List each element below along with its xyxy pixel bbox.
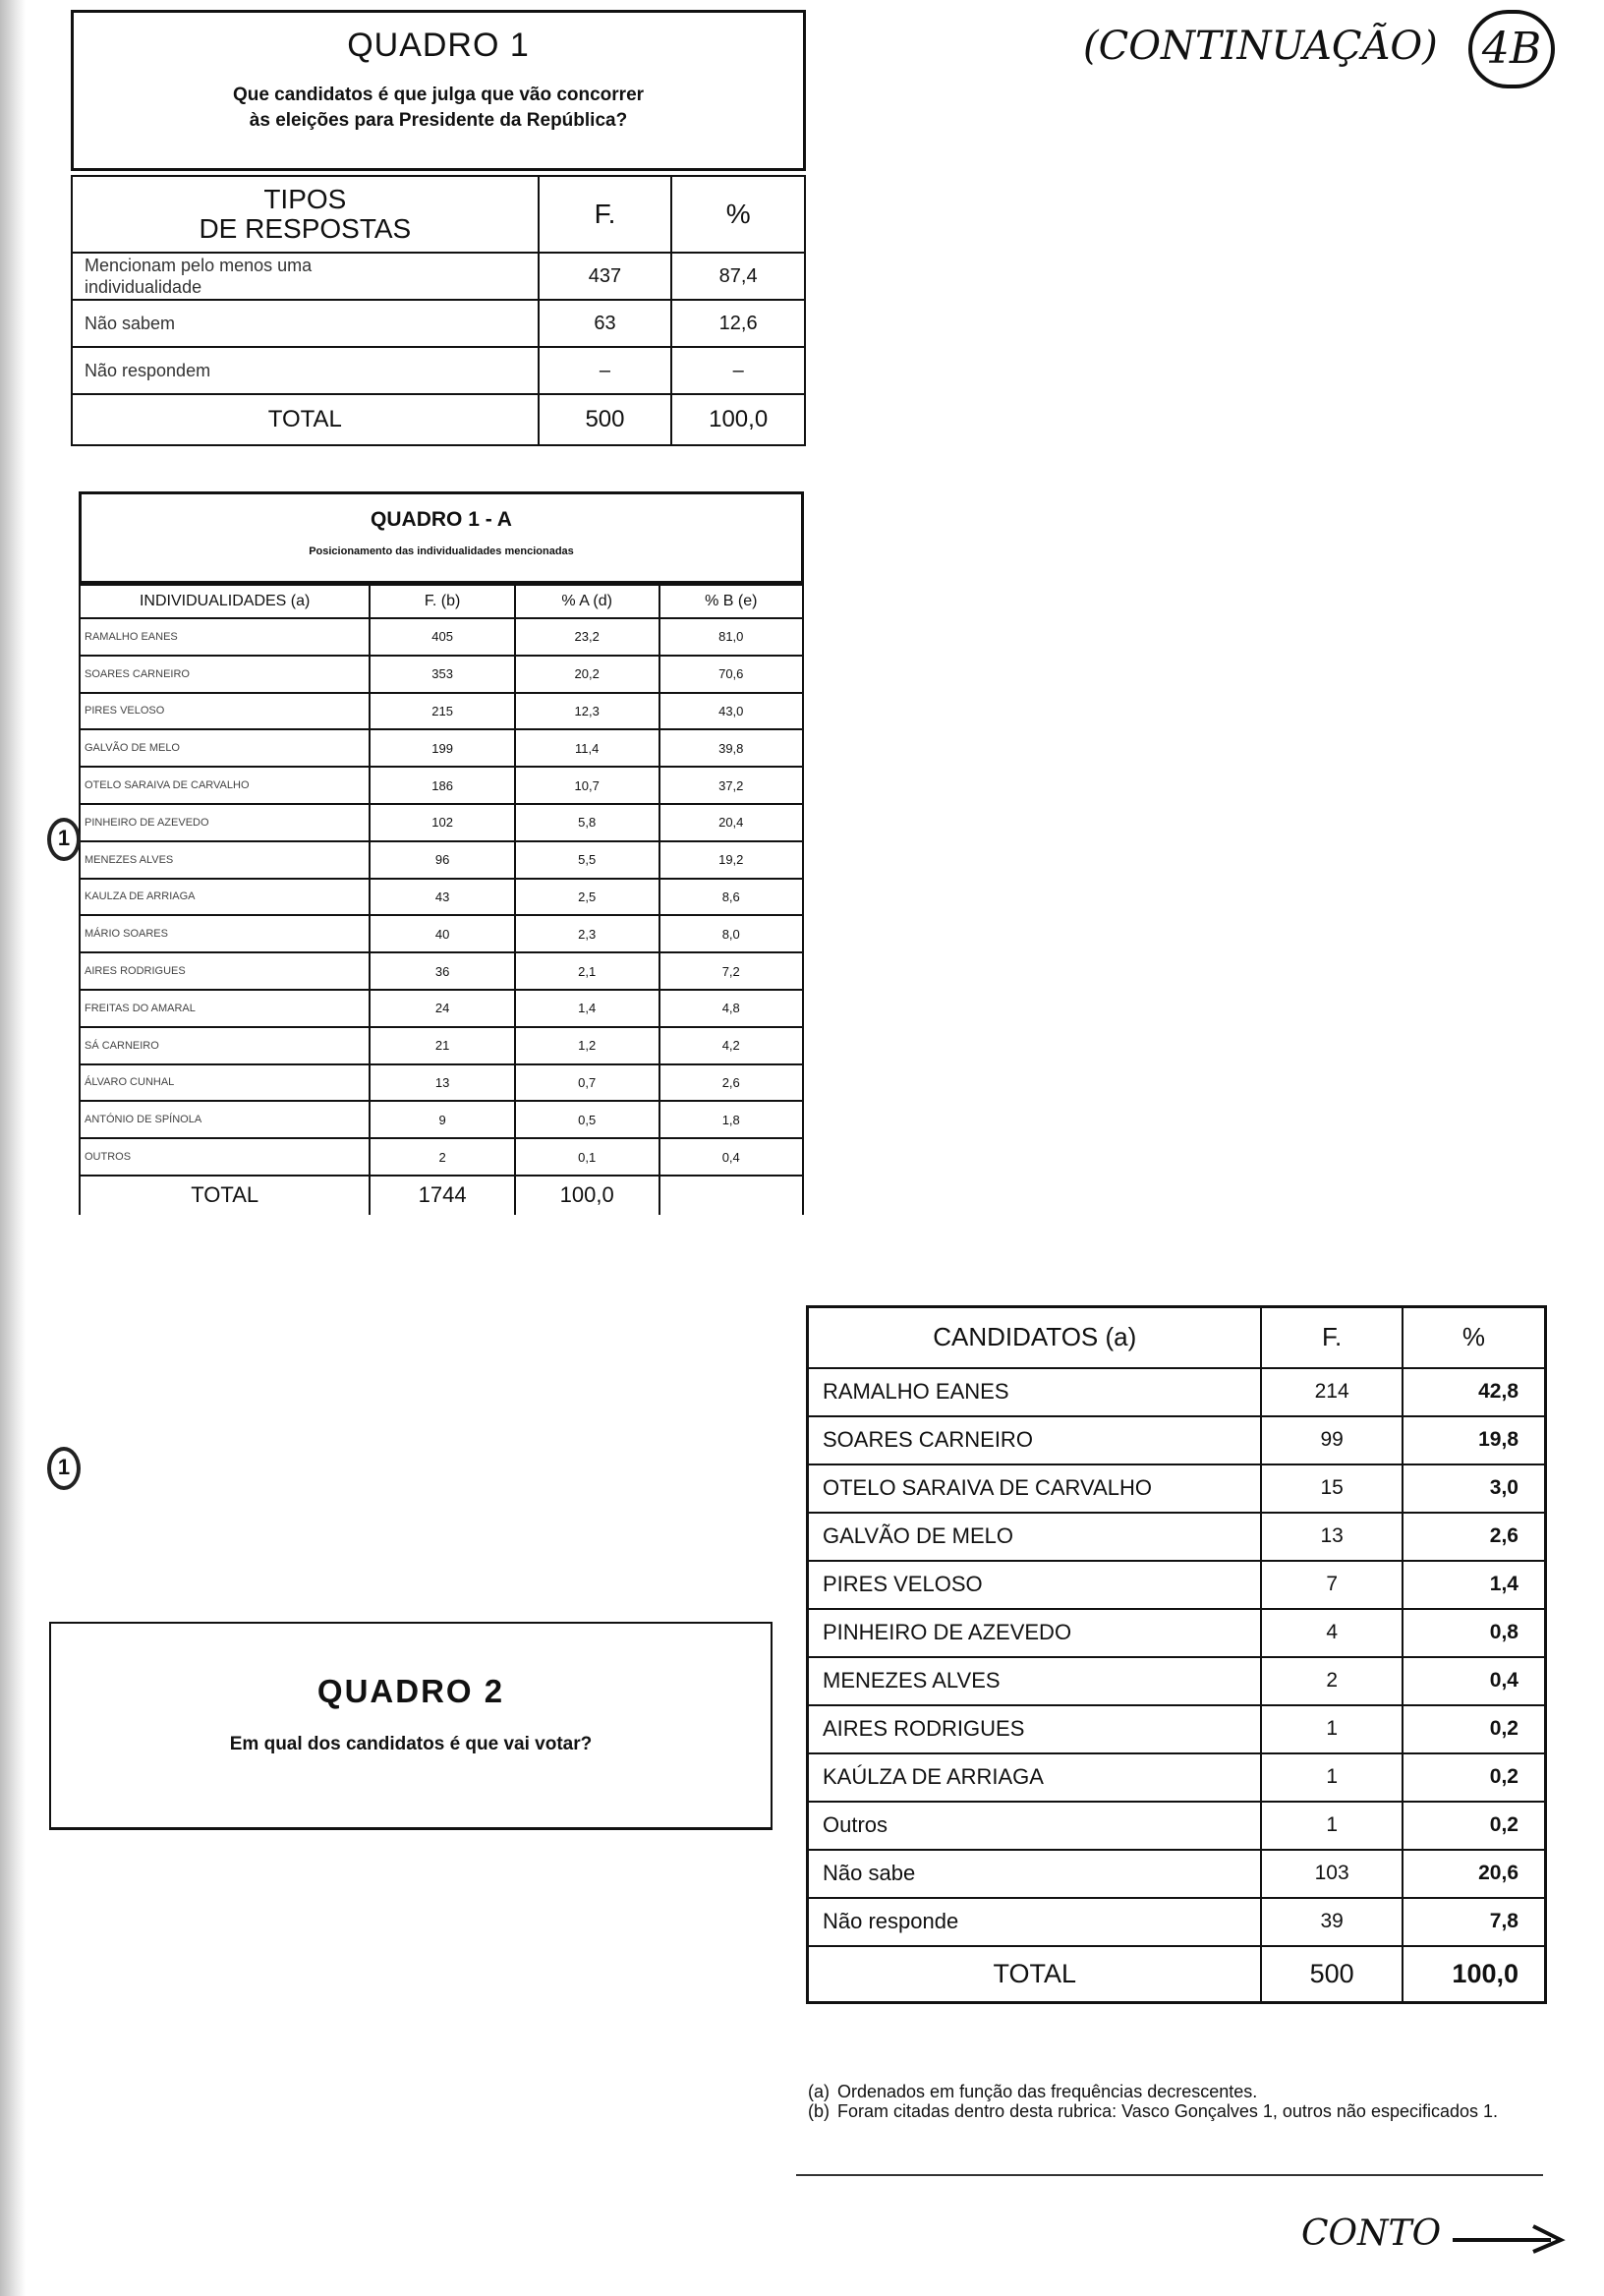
- table-row: [808, 1561, 1546, 1609]
- row-pct: 12,6: [671, 300, 805, 347]
- row-pct-b: 81,0: [659, 618, 804, 656]
- candidate-name: KAÚLZA DE ARRIAGA: [808, 1753, 1262, 1802]
- quadro2-question: Em qual dos candidatos é que vai votar?: [229, 1734, 593, 1754]
- table-row: [80, 618, 803, 656]
- row-freq: 353: [370, 656, 515, 693]
- row-pct: 0,2: [1403, 1753, 1546, 1802]
- row-pct-a: 10,7: [515, 767, 659, 804]
- individualidade-name: ÁLVARO CUNHAL: [80, 1064, 370, 1102]
- row-freq: 13: [1261, 1513, 1402, 1561]
- total-freq: 1744: [370, 1176, 515, 1215]
- total-row: [80, 1176, 803, 1215]
- candidatos-col-name: CANDIDATOS (a): [808, 1307, 1262, 1368]
- individualidade-name: RAMALHO EANES: [80, 618, 370, 656]
- row-freq: 102: [370, 804, 515, 841]
- individualidade-name: OUTROS: [80, 1138, 370, 1176]
- arrow-right-icon: [1453, 2216, 1571, 2256]
- quadro2-header: [49, 1622, 773, 1830]
- candidatos-table: [806, 1305, 1547, 2004]
- row-pct-a: 12,3: [515, 693, 659, 730]
- table-row: [808, 1609, 1546, 1657]
- total-freq: 500: [1261, 1946, 1402, 2003]
- row-freq: 9: [370, 1101, 515, 1138]
- row-freq: 21: [370, 1027, 515, 1064]
- row-freq: 214: [1261, 1368, 1402, 1416]
- total-pct-a: 100,0: [515, 1176, 659, 1215]
- table-row: [80, 1101, 803, 1138]
- row-pct: 7,8: [1403, 1898, 1546, 1946]
- quadro1a-title: QUADRO 1 - A: [371, 508, 512, 531]
- table-row: [80, 915, 803, 952]
- row-freq: 40: [370, 915, 515, 952]
- table-row: [808, 1513, 1546, 1561]
- footnote-a-text: Ordenados em função das frequências decrescentes.: [837, 2082, 1258, 2101]
- row-pct: 19,8: [1403, 1416, 1546, 1464]
- row-pct-a: 23,2: [515, 618, 659, 656]
- quadro1-col-pct: %: [671, 176, 805, 253]
- quadro1a-col-name: INDIVIDUALIDADES (a): [80, 585, 370, 618]
- table-row: [80, 729, 803, 767]
- individualidade-name: SOARES CARNEIRO: [80, 656, 370, 693]
- row-pct-b: 2,6: [659, 1064, 804, 1102]
- table-row: [80, 767, 803, 804]
- row-freq: –: [539, 347, 672, 394]
- candidate-name: SOARES CARNEIRO: [808, 1416, 1262, 1464]
- row-pct-b: 37,2: [659, 767, 804, 804]
- quadro1a-col-pa: % A (d): [515, 585, 659, 618]
- total-row: [808, 1946, 1546, 2003]
- total-freq: 500: [539, 394, 672, 445]
- individualidade-name: MÁRIO SOARES: [80, 915, 370, 952]
- row-freq: 96: [370, 841, 515, 879]
- table-row: [808, 1368, 1546, 1416]
- total-pct: 100,0: [1403, 1946, 1546, 2003]
- table-row: [80, 1027, 803, 1064]
- row-freq: 2: [1261, 1657, 1402, 1705]
- table-row: [808, 1850, 1546, 1898]
- row-pct-a: 1,4: [515, 990, 659, 1027]
- quadro1a-col-pb: % B (e): [659, 585, 804, 618]
- candidatos-header-row: [808, 1307, 1546, 1368]
- row-freq: 437: [539, 253, 672, 300]
- quadro1-header: [71, 10, 806, 171]
- total-pct: 100,0: [671, 394, 805, 445]
- row-pct-b: 19,2: [659, 841, 804, 879]
- quadro1-question-line1: Que candidatos é que julga que vão concorrer: [232, 85, 645, 105]
- row-label-l2: individualidade: [85, 277, 202, 297]
- row-pct: 0,8: [1403, 1609, 1546, 1657]
- row-freq: 15: [1261, 1464, 1402, 1513]
- individualidade-name: AIRES RODRIGUES: [80, 952, 370, 990]
- row-pct-b: 70,6: [659, 656, 804, 693]
- row-pct-b: 43,0: [659, 693, 804, 730]
- individualidade-name: ANTÓNIO DE SPÍNOLA: [80, 1101, 370, 1138]
- row-pct-b: 39,8: [659, 729, 804, 767]
- row-freq: 1: [1261, 1753, 1402, 1802]
- row-pct: 0,2: [1403, 1802, 1546, 1850]
- total-label: TOTAL: [80, 1176, 370, 1215]
- footnote-a-mark: (a): [808, 2082, 830, 2101]
- total-label: TOTAL: [72, 394, 539, 445]
- row-freq: 405: [370, 618, 515, 656]
- quadro1a-header: [79, 491, 804, 584]
- individualidade-name: KAULZA DE ARRIAGA: [80, 879, 370, 916]
- table-row: [80, 804, 803, 841]
- total-label: TOTAL: [808, 1946, 1262, 2003]
- row-pct-a: 5,5: [515, 841, 659, 879]
- quadro1-col-tipos-l2: DE RESPOSTAS: [199, 213, 412, 244]
- row-freq: 199: [370, 729, 515, 767]
- row-freq: 24: [370, 990, 515, 1027]
- margin-mark-circle: 1: [47, 1447, 81, 1490]
- row-pct: 0,4: [1403, 1657, 1546, 1705]
- row-freq: 1: [1261, 1705, 1402, 1753]
- quadro1-question-line2: às eleições para Presidente da República?: [249, 110, 628, 131]
- row-pct-b: 1,8: [659, 1101, 804, 1138]
- row-freq: 2: [370, 1138, 515, 1176]
- row-pct-a: 2,1: [515, 952, 659, 990]
- row-pct-a: 0,7: [515, 1064, 659, 1102]
- row-freq: 7: [1261, 1561, 1402, 1609]
- row-freq: 1: [1261, 1802, 1402, 1850]
- conto-note: [1301, 2213, 1571, 2256]
- conto-text: CONTO: [1301, 2213, 1442, 2254]
- quadro1a-col-f: F. (b): [370, 585, 515, 618]
- row-pct-a: 11,4: [515, 729, 659, 767]
- candidate-name: Outros: [808, 1802, 1262, 1850]
- row-freq: 13: [370, 1064, 515, 1102]
- row-pct: 0,2: [1403, 1705, 1546, 1753]
- row-pct-a: 2,5: [515, 879, 659, 916]
- row-pct: 3,0: [1403, 1464, 1546, 1513]
- row-pct-b: 0,4: [659, 1138, 804, 1176]
- total-pct-b: [659, 1176, 804, 1215]
- table-row: [808, 1416, 1546, 1464]
- table-row: [72, 300, 805, 347]
- table-row: [808, 1705, 1546, 1753]
- footnote-b-mark: (b): [808, 2101, 830, 2121]
- individualidade-name: OTELO SARAIVA DE CARVALHO: [80, 767, 370, 804]
- row-pct-a: 0,5: [515, 1101, 659, 1138]
- quadro1a-table: [79, 584, 804, 1215]
- individualidade-name: FREITAS DO AMARAL: [80, 990, 370, 1027]
- row-label: Não respondem: [72, 347, 539, 394]
- quadro1-header-row: [72, 176, 805, 253]
- footnote-b: [808, 2101, 1555, 2121]
- quadro1-col-freq: F.: [539, 176, 672, 253]
- row-pct-b: 4,8: [659, 990, 804, 1027]
- candidatos-col-f: F.: [1261, 1307, 1402, 1368]
- individualidade-name: SÁ CARNEIRO: [80, 1027, 370, 1064]
- row-freq: 99: [1261, 1416, 1402, 1464]
- candidate-name: AIRES RODRIGUES: [808, 1705, 1262, 1753]
- row-pct-a: 1,2: [515, 1027, 659, 1064]
- footnote-b-text: Foram citadas dentro desta rubrica: Vasco Gonçalves 1, outros não especificados 1.: [837, 2101, 1499, 2121]
- footnote-a: [808, 2082, 1555, 2101]
- quadro1a-header-row: [80, 585, 803, 618]
- candidate-name: RAMALHO EANES: [808, 1368, 1262, 1416]
- candidate-name: PIRES VELOSO: [808, 1561, 1262, 1609]
- row-pct-a: 5,8: [515, 804, 659, 841]
- table-row: [80, 1138, 803, 1176]
- footnotes: [808, 2082, 1555, 2121]
- row-pct-b: 8,6: [659, 879, 804, 916]
- table-row: [72, 347, 805, 394]
- row-pct: 2,6: [1403, 1513, 1546, 1561]
- table-row: [80, 1064, 803, 1102]
- row-freq: 103: [1261, 1850, 1402, 1898]
- page-number-circle: 4B: [1468, 10, 1555, 88]
- quadro1a-subtitle: Posicionamento das individualidades mencionadas: [309, 545, 574, 557]
- quadro1-col-tipos-l1: TIPOS: [263, 184, 347, 214]
- row-freq: 36: [370, 952, 515, 990]
- quadro1-table: [71, 175, 806, 446]
- table-row: [808, 1753, 1546, 1802]
- table-row: [80, 952, 803, 990]
- footnote-rule: [796, 2174, 1543, 2176]
- row-pct: 1,4: [1403, 1561, 1546, 1609]
- scan-edge: [0, 0, 26, 2296]
- candidate-name: PINHEIRO DE AZEVEDO: [808, 1609, 1262, 1657]
- table-row: [808, 1657, 1546, 1705]
- row-freq: 215: [370, 693, 515, 730]
- quadro1-col-tipos: [72, 176, 539, 253]
- row-pct-b: 4,2: [659, 1027, 804, 1064]
- total-row: [72, 394, 805, 445]
- candidate-name: GALVÃO DE MELO: [808, 1513, 1262, 1561]
- row-freq: 43: [370, 879, 515, 916]
- row-label: [72, 253, 539, 300]
- row-pct: 20,6: [1403, 1850, 1546, 1898]
- table-row: [80, 656, 803, 693]
- individualidade-name: MENEZES ALVES: [80, 841, 370, 879]
- row-pct-a: 2,3: [515, 915, 659, 952]
- row-freq: 186: [370, 767, 515, 804]
- candidate-name: Não sabe: [808, 1850, 1262, 1898]
- table-row: [80, 693, 803, 730]
- table-row: [808, 1898, 1546, 1946]
- row-pct: 87,4: [671, 253, 805, 300]
- row-pct: –: [671, 347, 805, 394]
- row-freq: 63: [539, 300, 672, 347]
- table-row: [80, 990, 803, 1027]
- candidate-name: Não responde: [808, 1898, 1262, 1946]
- row-freq: 39: [1261, 1898, 1402, 1946]
- quadro2-title: QUADRO 2: [316, 1673, 505, 1709]
- table-row: [72, 253, 805, 300]
- row-pct-a: 20,2: [515, 656, 659, 693]
- row-pct-a: 0,1: [515, 1138, 659, 1176]
- margin-mark-circle: 1: [47, 818, 81, 861]
- row-pct-b: 20,4: [659, 804, 804, 841]
- row-pct: 42,8: [1403, 1368, 1546, 1416]
- candidate-name: MENEZES ALVES: [808, 1657, 1262, 1705]
- continuacao-note: (CONTINUAÇÃO): [1083, 24, 1438, 69]
- row-pct-b: 8,0: [659, 915, 804, 952]
- table-row: [808, 1464, 1546, 1513]
- row-label: Não sabem: [72, 300, 539, 347]
- table-row: [80, 841, 803, 879]
- quadro1-title: QUADRO 1: [347, 27, 530, 64]
- table-row: [808, 1802, 1546, 1850]
- row-freq: 4: [1261, 1609, 1402, 1657]
- quadro1-question: [74, 83, 803, 134]
- candidate-name: OTELO SARAIVA DE CARVALHO: [808, 1464, 1262, 1513]
- table-row: [80, 879, 803, 916]
- row-label-l1: Mencionam pelo menos uma: [85, 256, 313, 275]
- individualidade-name: PIRES VELOSO: [80, 693, 370, 730]
- candidatos-col-pct: %: [1403, 1307, 1546, 1368]
- individualidade-name: GALVÃO DE MELO: [80, 729, 370, 767]
- individualidade-name: PINHEIRO DE AZEVEDO: [80, 804, 370, 841]
- row-pct-b: 7,2: [659, 952, 804, 990]
